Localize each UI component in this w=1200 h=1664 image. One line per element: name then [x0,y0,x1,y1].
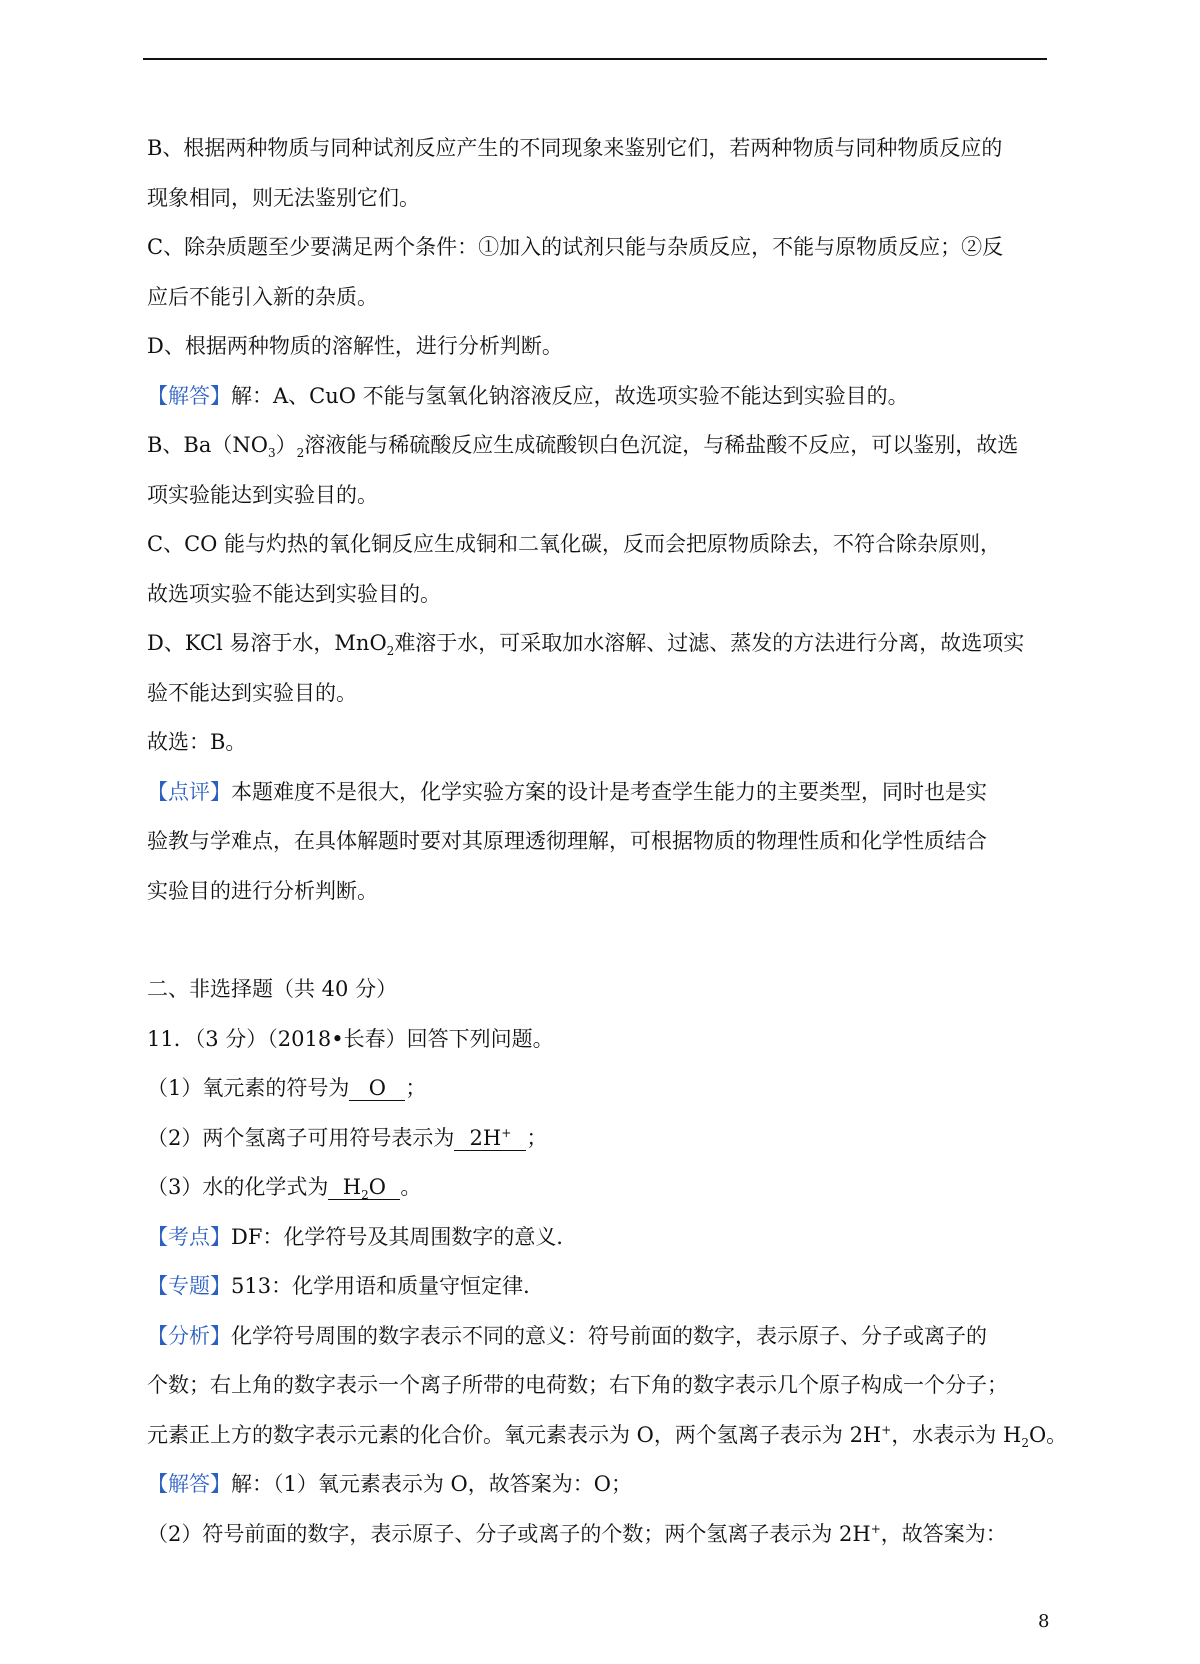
text-line [147,421,1047,471]
text-line [147,1411,1068,1461]
superscript: + [881,1422,892,1437]
text-line: 现象相同，则无法鉴别它们。 [147,185,420,210]
comment-line [147,768,1047,818]
zhuanti-text: 513：化学用语和质量守恒定律． [231,1274,545,1298]
text-fragment: （2）两个氢离子可用符号表示为 [147,1125,455,1150]
section-heading: 二、非选择题（共 40 分） [147,977,398,1001]
text-line: B、根据两种物质与同种试剂反应产生的不同现象来鉴别它们，若两种物质与同种物质反应的 [147,136,1003,160]
subscript: 2 [361,1188,369,1203]
subscript: 2 [386,644,395,659]
text-fragment: 。 [400,1175,422,1199]
text-fragment: 难溶于水，可采取加水溶解、过滤、蒸发的方法进行分离，故选项实 [394,631,1025,655]
answer-value: 2H [469,1125,502,1150]
header-rule [143,58,1047,60]
kaodian-tag: 【考点】 [147,1224,231,1249]
comment-tag: 【点评】 [147,779,231,804]
sub-question [147,1114,1047,1164]
text-fragment: （2）符号前面的数字，表示原子、分子或离子的个数；两个氢离子表示为 2H [147,1521,871,1546]
text-line: 实验目的进行分析判断。 [147,878,378,903]
text-fragment: 溶液能与稀硫酸反应生成硫酸钡白色沉淀，与稀盐酸不反应，可以鉴别，故选 [304,433,1019,457]
document-body [147,124,1068,1559]
analysis-text: 化学符号周围的数字表示不同的意义：符号前面的数字，表示原子、分子或离子的 [231,1323,987,1348]
subscript: 3 [267,446,276,461]
analysis-line [147,1312,1047,1362]
text-line: 验不能达到实验目的。 [147,680,357,705]
text-line: 个数；右上角的数字表示一个离子所带的电荷数；右下角的数字表示几个原子构成一个分子； [147,1373,1008,1397]
answer-tag: 【解答】 [147,1472,231,1496]
text-fragment: ； [405,1076,427,1100]
text-line: C、CO 能与灼热的氧化铜反应生成铜和二氧化碳，反而会把原物质除去，不符合除杂原则， [147,532,1002,556]
answer-value: H [342,1175,362,1199]
text-fragment: （3）水的化学式为 [147,1175,329,1199]
analysis-tag: 【分析】 [147,1323,231,1348]
text-line [147,619,1047,669]
text-line [147,1510,1047,1560]
text-fragment: ，水表示为 H [891,1422,1022,1447]
text-line: C、除杂质题至少要满足两个条件：①加入的试剂只能与杂质反应，不能与原物质反应；②反 [147,235,1004,259]
text-fragment: D、KCl 易溶于水，MnO [147,631,387,655]
kaodian-line [147,1213,1047,1263]
answer-tag: 【解答】 [147,383,231,408]
text-fragment: B、Ba（NO [147,433,268,457]
comment-text: 本题难度不是很大，化学实验方案的设计是考查学生能力的主要类型，同时也是实 [231,779,987,804]
text-fragment: ； [526,1125,548,1150]
answer-line [147,372,1047,422]
text-fragment: （1）氧元素的符号为 [147,1076,350,1100]
text-line: 验教与学难点，在具体解题时要对其原理透彻理解，可根据物质的物理性质和化学性质结合 [147,829,987,853]
answer-line [147,1460,1047,1510]
answer-text: 解：A、CuO 不能与氢氧化钠溶液反应，故选项实验不能达到实验目的。 [231,383,909,408]
text-line: 故选：B。 [147,730,247,754]
text-line: 应后不能引入新的杂质。 [147,284,378,309]
question-title: 11．（3 分）（2018•长春）回答下列问题。 [147,1026,554,1051]
answer-value: O [368,1175,386,1199]
answer-text: 解：（1）氧元素表示为 O，故答案为：O； [231,1472,632,1496]
subscript: 2 [296,446,305,461]
text-fragment: ，故答案为： [880,1521,1007,1546]
text-line: 项实验能达到实验目的。 [147,482,378,507]
sub-question [147,1163,1047,1213]
section-gap [147,916,1047,965]
subscript: 2 [1021,1435,1029,1450]
answer-blank [454,1126,526,1151]
superscript: + [870,1521,881,1536]
zhuanti-tag: 【专题】 [147,1274,231,1298]
text-fragment: ） [275,433,297,457]
text-fragment: O。 [1028,1422,1068,1447]
zhuanti-line [147,1262,1047,1312]
kaodian-text: DF：化学符号及其周围数字的意义． [231,1224,578,1249]
sub-question [147,1064,1047,1114]
text-fragment: 元素正上方的数字表示元素的化合价。氧元素表示为 O，两个氢离子表示为 2H [147,1422,882,1447]
text-line: 故选项实验不能达到实验目的。 [147,581,441,606]
superscript: + [501,1125,512,1140]
text-line: D、根据两种物质的溶解性，进行分析判断。 [147,334,563,358]
page-number: 8 [1038,1611,1050,1632]
answer-blank: O [349,1076,405,1101]
answer-blank [328,1175,400,1203]
